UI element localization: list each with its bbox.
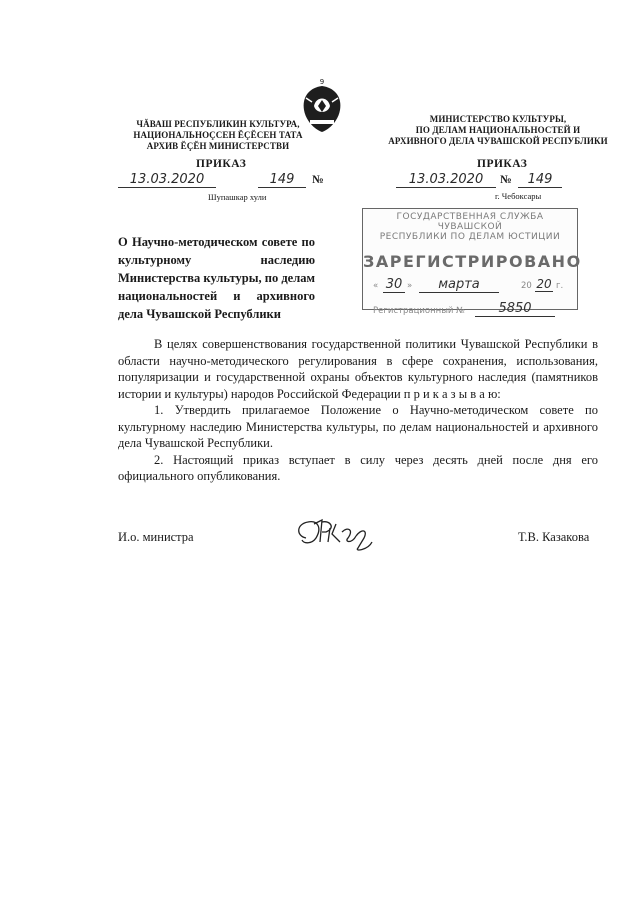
stamp-authority-line: РЕСПУБЛИКИ ПО ДЕЛАМ ЮСТИЦИИ xyxy=(379,232,561,242)
right-place: г. Чебоксары xyxy=(495,191,542,201)
right-order-date: 13.03.2020 xyxy=(396,172,496,188)
stamp-year: 20 xyxy=(536,277,552,291)
stamp-day: 30 xyxy=(383,277,405,293)
left-header-line: АРХИВ ĔÇĔН МИНИСТЕРСТВИ xyxy=(146,141,290,151)
right-order-number: 149 xyxy=(518,172,562,188)
right-date-number-row xyxy=(396,172,596,190)
left-ministry-header xyxy=(118,119,318,152)
stamp-year-prefix: 20 xyxy=(521,281,532,291)
stamp-month: марта xyxy=(419,277,499,293)
left-order-number: 149 xyxy=(258,172,306,188)
body-paragraph: 2. Настоящий приказ вступает в силу через десять дней после дня его официального опубликования. xyxy=(118,452,598,483)
right-order-title: ПРИКАЗ xyxy=(477,158,528,170)
left-header-line: НАЦИОНАЛЬНОÇСЕН ĔÇĔСЕН ТАТА xyxy=(133,130,303,140)
right-ministry-header xyxy=(388,114,608,147)
body-paragraph: В целях совершенствования государственной политики Чувашской Республики в области научно-методического регулирования в сфере сохранения, использования, популяризации и государственной охраны объектов культурного наследия (памятников истории и культуры) народов Российской Федерации п р и к а з ы в а ю: xyxy=(118,337,598,401)
right-header-line: МИНИСТЕРСТВО КУЛЬТУРЫ, xyxy=(429,114,567,124)
stamp-year-suffix: г. xyxy=(556,281,564,291)
left-number-sign: № xyxy=(312,174,325,186)
order-subject: О Научно-методическом совете по культурному наследию Министерства культуры, по делам национальностей и архивного дела Чувашской Республики xyxy=(118,235,315,321)
stamp-authority-line: ГОСУДАРСТВЕННАЯ СЛУЖБА ЧУВАШСКОЙ xyxy=(396,212,544,232)
stamp-registered: ЗАРЕГИСТРИРОВАНО xyxy=(363,252,582,271)
signer-name: Т.В. Казакова xyxy=(518,530,590,544)
left-header-line: ЧĂВАШ РЕСПУБЛИКИН КУЛЬТУРА, xyxy=(136,119,300,129)
stamp-quote-open: « xyxy=(373,281,379,291)
right-number-sign: № xyxy=(500,174,513,186)
registration-stamp xyxy=(362,208,582,316)
stamp-reg-label: Регистрационный № xyxy=(373,306,465,316)
right-header-line: АРХИВНОГО ДЕЛА ЧУВАШСКОЙ РЕСПУБЛИКИ xyxy=(388,136,608,146)
body-paragraph: 1. Утвердить прилагаемое Положение о Научно-методическом совете по культурному наследию Министерства культуры, по делам национальностей и архивного дела Чувашской Республики. xyxy=(118,403,598,450)
left-order-date: 13.03.2020 xyxy=(118,172,216,188)
handwritten-signature xyxy=(292,514,378,554)
left-order-title: ПРИКАЗ xyxy=(196,158,247,170)
stamp-reg-row xyxy=(363,301,577,321)
signer-position: И.о. министра xyxy=(118,530,194,544)
right-header-line: ПО ДЕЛАМ НАЦИОНАЛЬНОСТЕЙ И xyxy=(415,125,581,135)
stamp-date-row xyxy=(363,277,577,297)
order-body xyxy=(118,336,598,485)
emblem-caption: 9 xyxy=(319,78,325,86)
stamp-quote-close: » xyxy=(407,281,413,291)
left-date-number-row xyxy=(118,172,338,190)
stamp-reg-number: 5850 xyxy=(475,301,555,317)
left-place: Шупашкар хули xyxy=(208,192,267,202)
